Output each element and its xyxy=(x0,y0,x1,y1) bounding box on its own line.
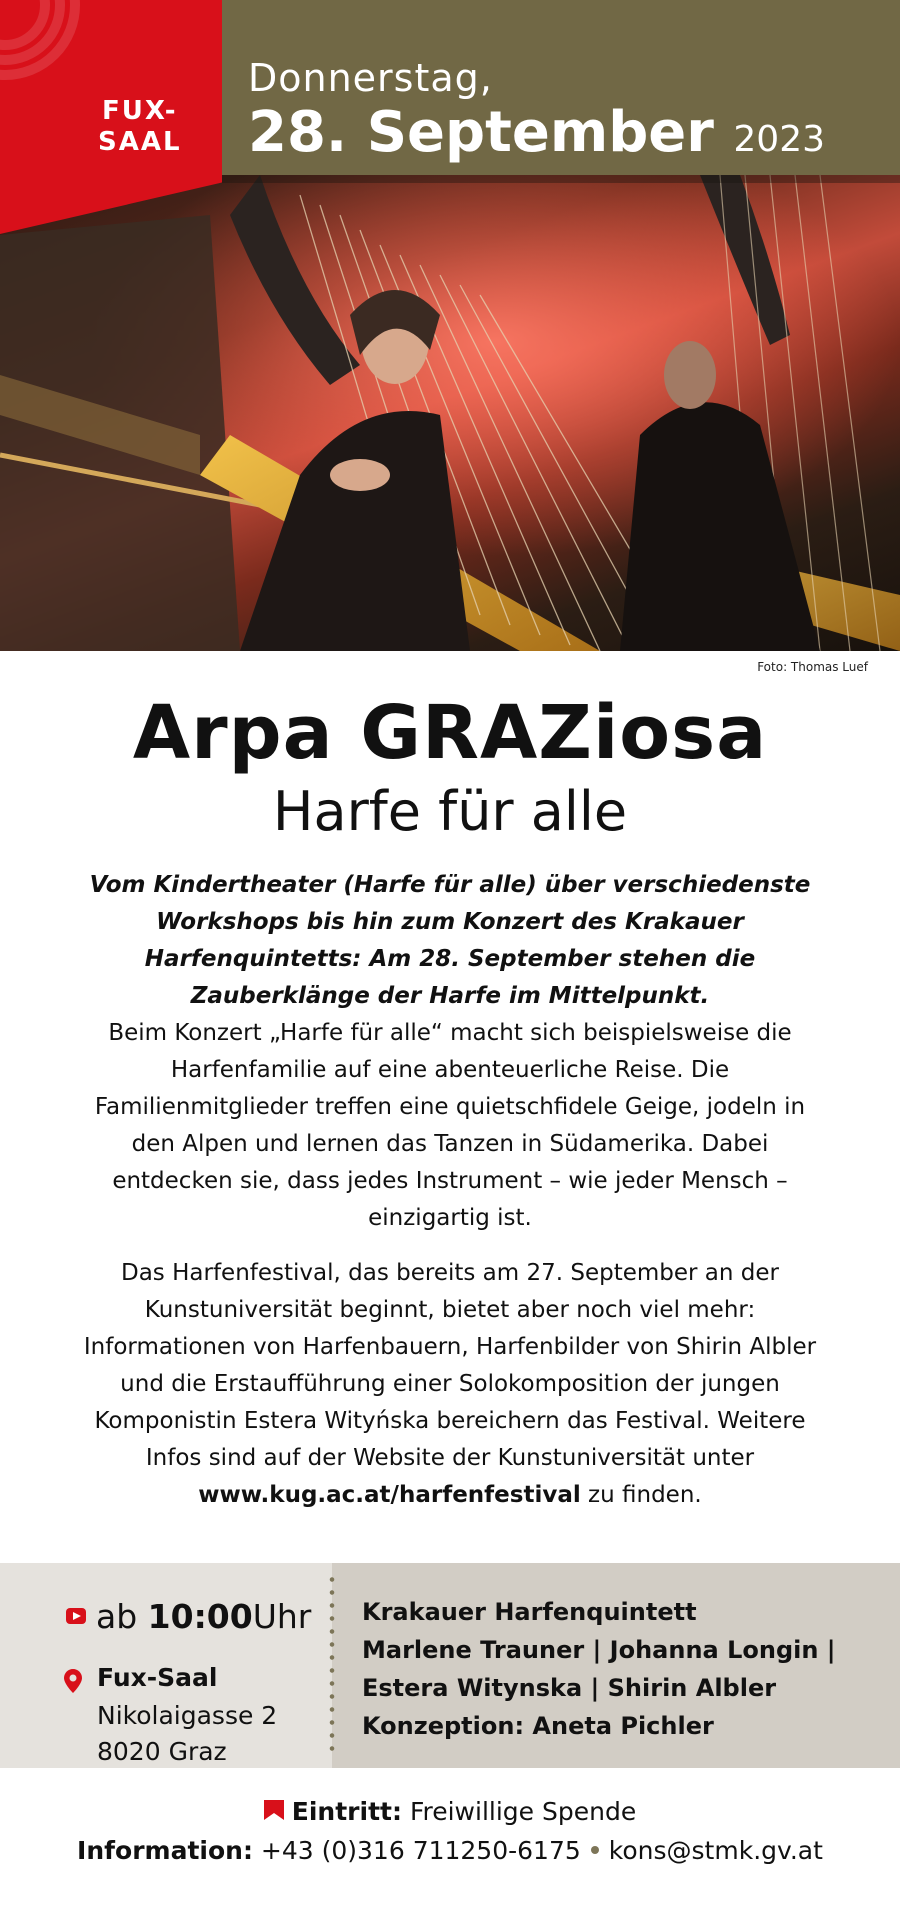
date-weekday: Donnerstag, xyxy=(248,56,493,100)
event-title: Arpa GRAZiosa xyxy=(132,690,768,776)
time-value: 10:00 xyxy=(147,1597,253,1636)
event-info-band xyxy=(0,1563,900,1768)
date-main xyxy=(248,100,825,165)
entry-label: Eintritt: xyxy=(291,1797,402,1826)
time-suffix: Uhr xyxy=(252,1597,312,1636)
separator-bullet xyxy=(591,1846,599,1854)
performer-line: Konzeption: Aneta Pichler xyxy=(362,1712,714,1740)
date-year: 2023 xyxy=(733,119,826,160)
venue-street: Nikolaigasse 2 xyxy=(97,1701,278,1730)
time-prefix: ab xyxy=(96,1597,138,1636)
body-paragraph-2 xyxy=(70,1255,830,1514)
venue-tag xyxy=(98,96,182,158)
photo-credit: Foto: Thomas Luef xyxy=(757,660,868,674)
body-paragraph-1: Beim Konzert „Harfe für alle“ macht sich beispielsweise die Harfenfamilie auf eine abenteuerliche Reise. Die Familienmitglieder treffen eine quietschfidele Geige, jodeln in den Alpen und lernen das Tanzen in Südamerika. Dabei entdecken sie, dass jedes Instrument – wie jeder Mensch – einzigartig ist. xyxy=(94,1020,806,1231)
festival-website-link[interactable]: www.kug.ac.at/harfenfestival xyxy=(198,1482,581,1508)
paragraph2-text-before: Das Harfenfestival, das bereits am 27. September an der Kunstuniversität beginnt, bietet aber noch viel mehr: Informationen von Harfenbauern, Harfenbilder von Shirin Albler und die Erstaufführung einer Solokomposition der jungen Komponistin Estera Wityńska bereichern das Festival. Weitere Infos sind auf der Website der Kunstuniversität unter xyxy=(83,1260,817,1471)
entry-value: Freiwillige Spende xyxy=(409,1797,637,1826)
location-pin-icon xyxy=(64,1669,82,1693)
contact-info xyxy=(0,1836,900,1865)
entry-info xyxy=(0,1797,900,1826)
performers-list xyxy=(362,1593,882,1745)
venue-tag-line1: FUX- xyxy=(101,96,178,126)
performer-line: Marlene Trauner | Johanna Longin | xyxy=(362,1636,836,1664)
concert-photo xyxy=(0,175,900,651)
flag-icon xyxy=(264,1800,284,1820)
event-subtitle: Harfe für alle xyxy=(272,780,628,843)
dotted-divider xyxy=(329,1573,335,1758)
performer-line: Krakauer Harfenquintett xyxy=(362,1598,697,1626)
paragraph2-text-after: zu finden. xyxy=(580,1482,702,1508)
date-day-month: 28. September xyxy=(248,100,714,165)
venue-tag-line2: SAAL xyxy=(98,127,182,157)
venue-city: 8020 Graz xyxy=(97,1737,227,1766)
lead-paragraph: Vom Kindertheater (Harfe für alle) über verschiedenste Workshops bis hin zum Konzert des Krakauer Harfenquintetts: Am 28. September stehen die Zauberklänge der Harfe im Mittelpunkt. xyxy=(89,872,811,1009)
start-time xyxy=(66,1597,311,1636)
play-icon xyxy=(66,1608,86,1624)
venue-name: Fux-Saal xyxy=(97,1663,218,1692)
contact-email[interactable]: kons@stmk.gv.at xyxy=(608,1836,823,1865)
harp-illustration xyxy=(0,175,900,651)
info-label: Information: xyxy=(77,1836,253,1865)
performer-line: Estera Witynska | Shirin Albler xyxy=(362,1674,777,1702)
contact-phone[interactable]: +43 (0)316 711250-6175 xyxy=(260,1836,581,1865)
